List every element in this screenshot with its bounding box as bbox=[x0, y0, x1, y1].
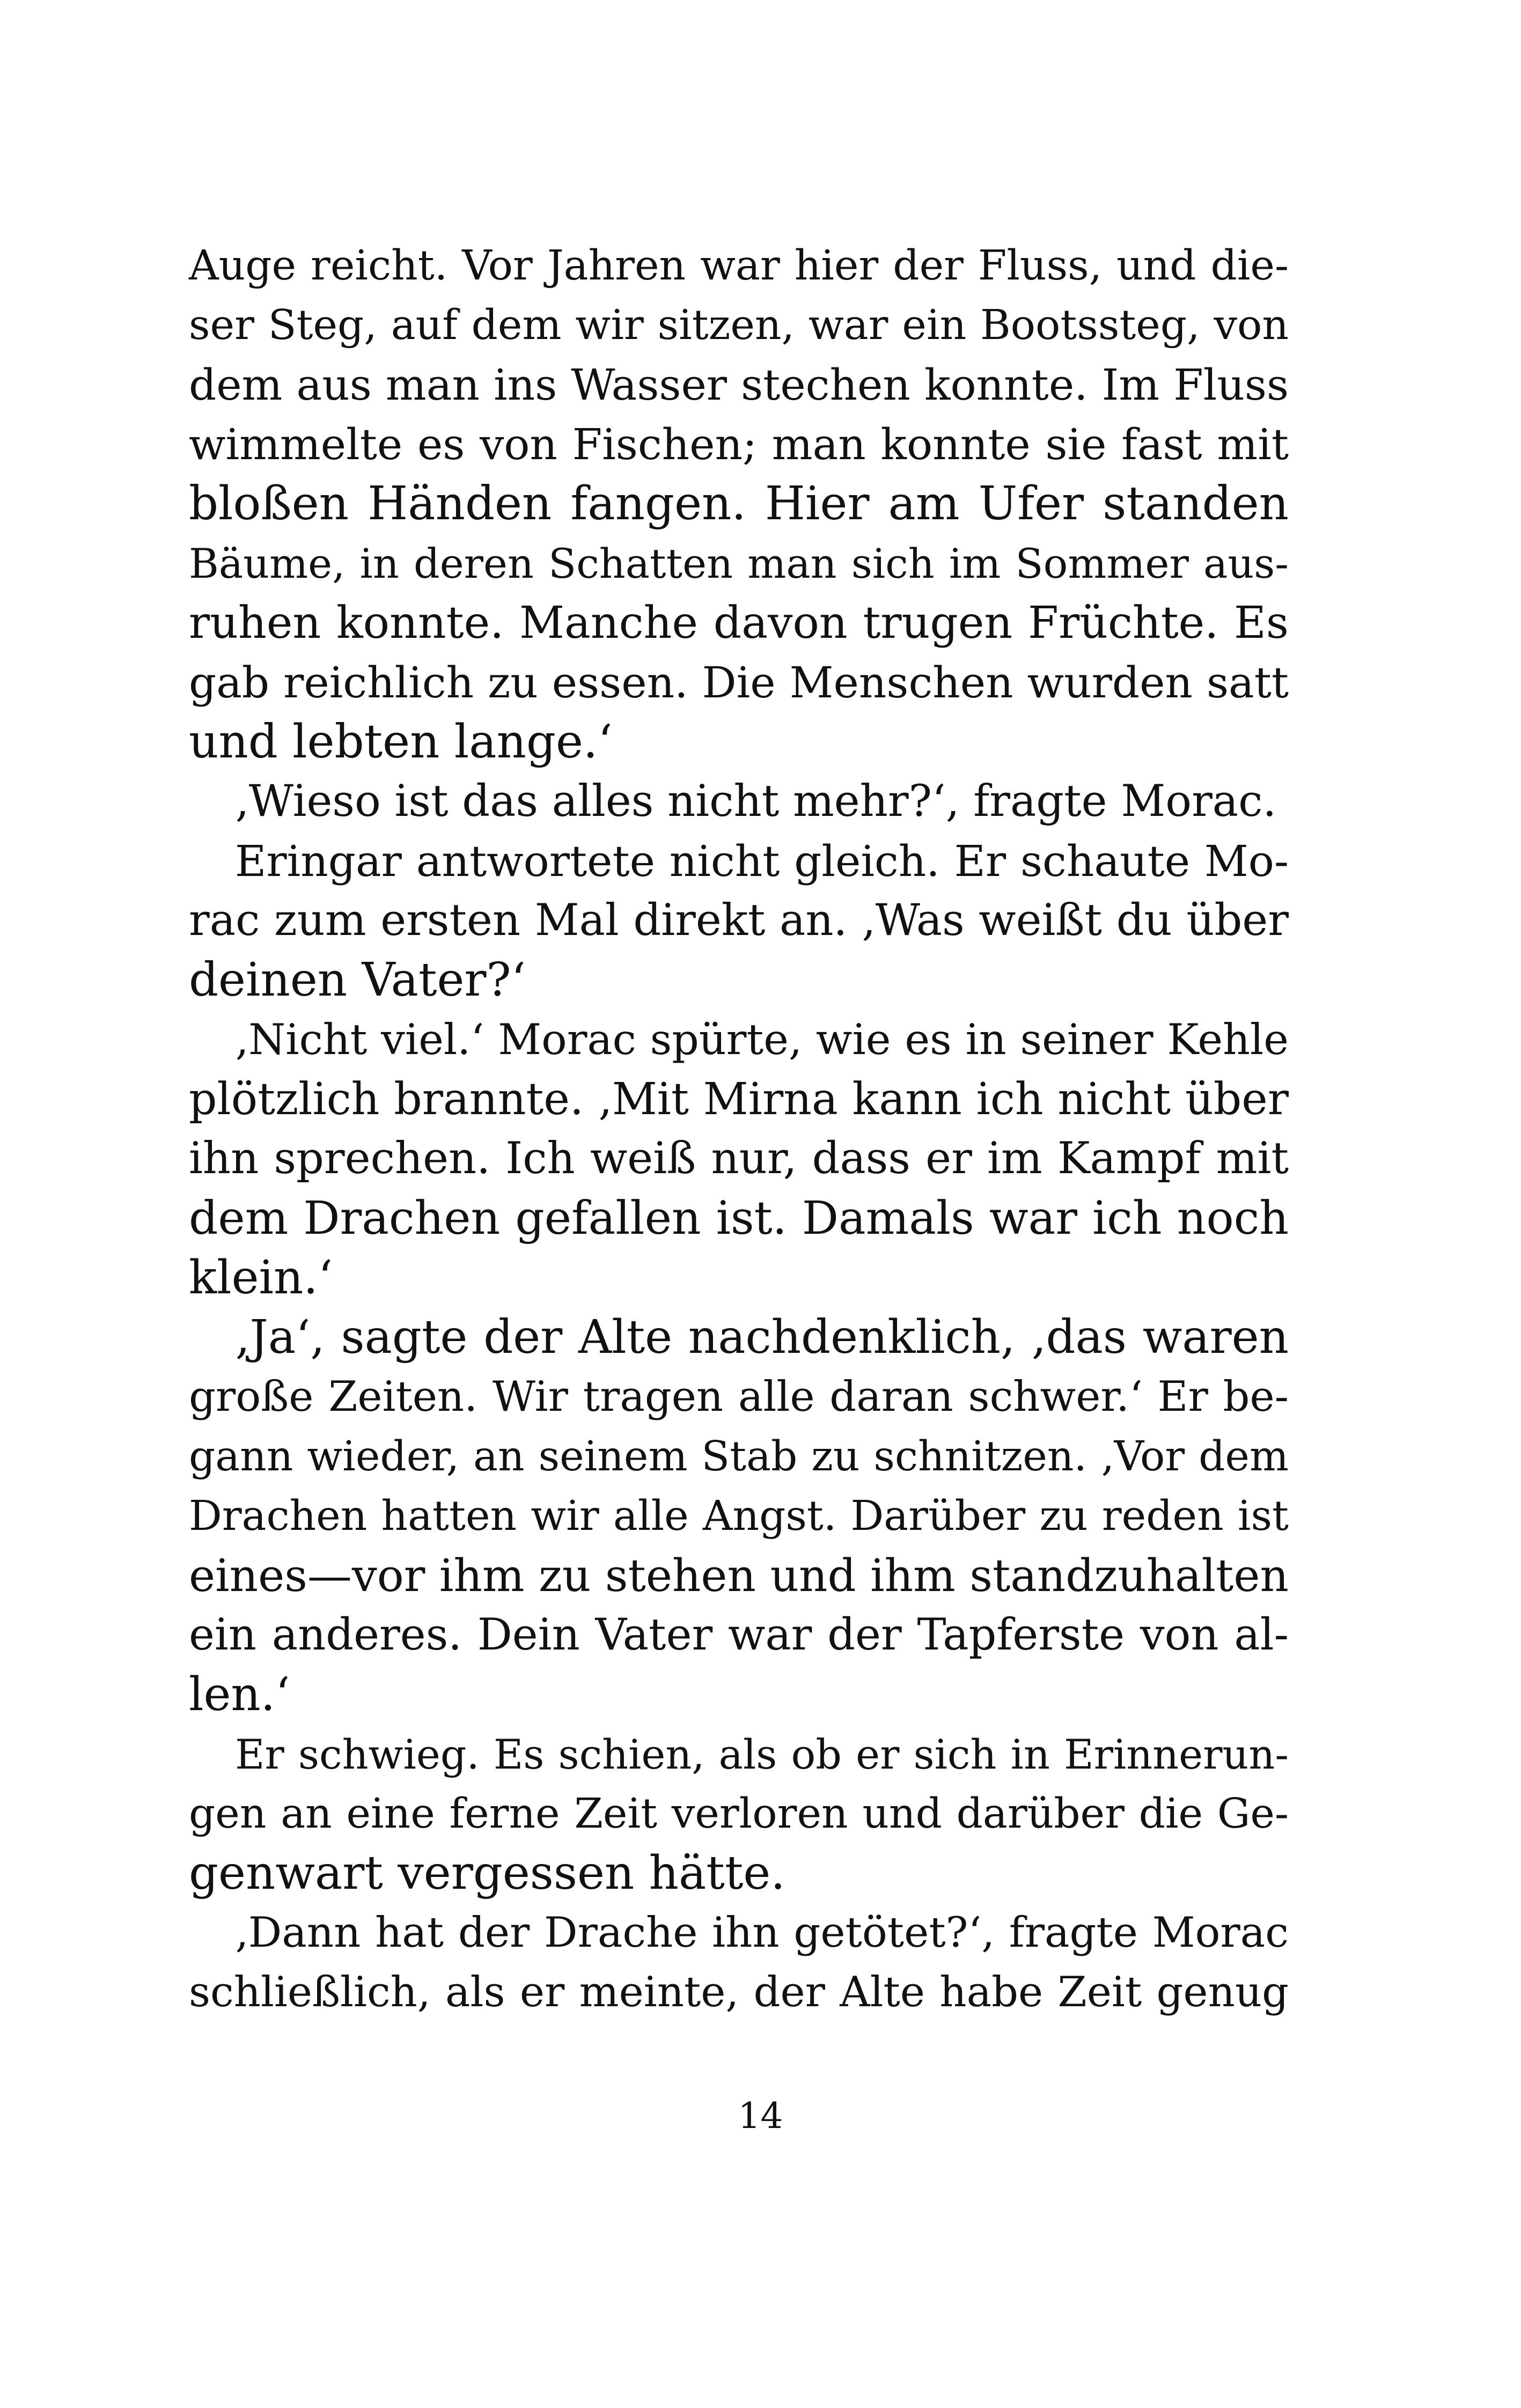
text-line: ‚Ja‘, sagte der Alte nachdenklich, ‚das waren bbox=[235, 1310, 1289, 1364]
text-line: genwart vergessen hätte. bbox=[189, 1846, 785, 1900]
text-line: eines—vor ihm zu stehen und ihm standzuhalten bbox=[189, 1550, 1289, 1602]
text-line: Eringar antwortete nicht gleich. Er schaute Mo- bbox=[235, 836, 1289, 886]
text-line: Auge reicht. Vor Jahren war hier der Fluss, und die- bbox=[189, 242, 1289, 290]
text-line: gen an eine ferne Zeit verloren und darüber die Ge- bbox=[189, 1790, 1289, 1838]
text-line: ser Steg, auf dem wir sitzen, war ein Bootssteg, von bbox=[189, 301, 1289, 349]
text-line: ein anderes. Dein Vater war der Tapferste von al- bbox=[189, 1610, 1289, 1660]
text-line: ihn sprechen. Ich weiß nur, dass er im Kampf mit bbox=[189, 1133, 1289, 1184]
text-line: gann wieder, an seinem Stab zu schnitzen. ‚Vor dem bbox=[189, 1433, 1289, 1481]
text-line: Drachen hatten wir alle Angst. Darüber zu reden ist bbox=[189, 1492, 1289, 1540]
text-line: ‚Nicht viel.‘ Morac spürte, wie es in seiner Kehle bbox=[235, 1015, 1289, 1064]
text-line: plötzlich brannte. ‚Mit Mirna kann ich nicht über bbox=[189, 1074, 1289, 1125]
page-number: 14 bbox=[738, 2095, 783, 2137]
text-line: dem Drachen gefallen ist. Damals war ich noch bbox=[189, 1192, 1289, 1245]
body-text bbox=[189, 236, 1289, 2022]
text-line: len.‘ bbox=[189, 1668, 290, 1721]
text-line: bloßen Händen fangen. Hier am Ufer standen bbox=[189, 477, 1289, 531]
text-line: rac zum ersten Mal direkt an. ‚Was weißt du über bbox=[189, 895, 1289, 946]
text-line: Er schwieg. Es schien, als ob er sich in Erinnerun- bbox=[235, 1730, 1289, 1778]
text-line: dem aus man ins Wasser stechen konnte. Im Fluss bbox=[189, 360, 1289, 410]
text-line: deinen Vater?‘ bbox=[189, 953, 526, 1007]
text-line: gab reichlich zu essen. Die Menschen wurden satt bbox=[189, 658, 1289, 708]
text-line: ruhen konnte. Manche davon trugen Früchte. Es bbox=[189, 598, 1289, 649]
text-line: klein.‘ bbox=[189, 1251, 333, 1305]
text-line: und lebten lange.‘ bbox=[189, 715, 613, 769]
text-line: schließlich, als er meinte, der Alte habe Zeit genug bbox=[189, 1968, 1289, 2016]
text-line: Bäume, in deren Schatten man sich im Sommer aus- bbox=[189, 540, 1289, 587]
text-line: wimmelte es von Fischen; man konnte sie fast mit bbox=[189, 419, 1289, 469]
text-line: ‚Wieso ist das alles nicht mehr?‘, fragte Morac. bbox=[235, 776, 1277, 827]
text-line: große Zeiten. Wir tragen alle daran schwer.‘ Er be- bbox=[189, 1373, 1289, 1421]
text-line: ‚Dann hat der Drache ihn getötet?‘, fragte Morac bbox=[235, 1909, 1289, 1957]
